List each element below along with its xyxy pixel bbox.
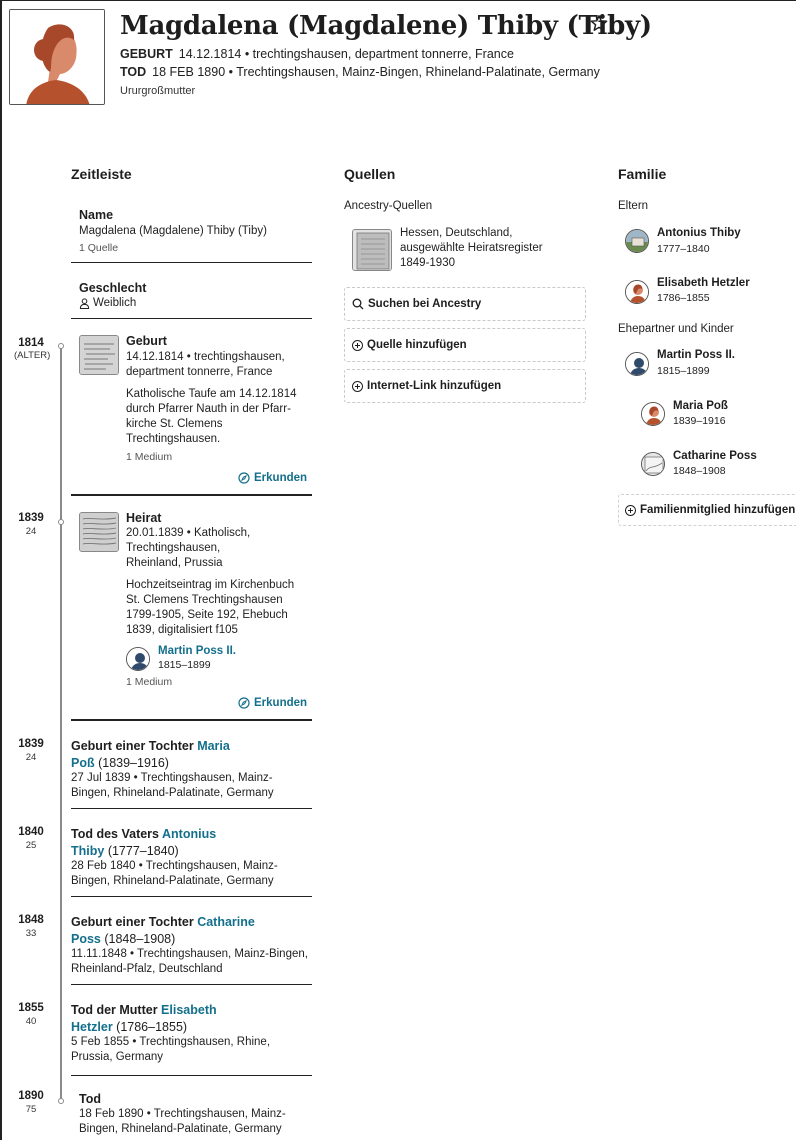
- event-year: 1855: [18, 1002, 44, 1014]
- birth-line1: 14.12.1814 • trechtingshausen,: [126, 351, 285, 363]
- compass-icon: [238, 697, 250, 709]
- sources-heading: Quellen: [344, 166, 396, 182]
- divider: [71, 494, 312, 496]
- spouse-avatar[interactable]: [126, 647, 150, 671]
- event-age: 25: [25, 840, 37, 851]
- event-person-dates: (1786–1855): [112, 1020, 188, 1034]
- event-prefix: Geburt einer Tochter: [71, 915, 198, 929]
- event-year: 1814: [18, 337, 44, 349]
- event-detail-2: Bingen, Rhineland-Palatinate, Germany: [71, 787, 274, 799]
- source-record-line3[interactable]: 1849-1930: [400, 257, 455, 269]
- female-silhouette-icon: [10, 10, 105, 105]
- event-age: 24: [25, 752, 37, 763]
- event-detail-2: Prussia, Germany: [71, 1051, 164, 1063]
- explore-birth-button[interactable]: [238, 472, 307, 484]
- profile-avatar[interactable]: [9, 9, 105, 105]
- parent-avatar-father[interactable]: [625, 229, 649, 253]
- event-detail-2: Bingen, Rhineland-Palatinate, Germany: [71, 875, 274, 887]
- add-web-link-label: Internet-Link hinzufügen: [367, 380, 502, 392]
- plus-circle-icon: [352, 381, 363, 392]
- name-card-value: Magdalena (Magdalene) Thiby (Tiby): [79, 225, 267, 237]
- marriage-line3: Rheinland, Prussia: [126, 557, 223, 569]
- family-spouse-dates: 1815–1899: [657, 365, 710, 377]
- event-detail-2: Rheinland-Pfalz, Deutschland: [71, 963, 223, 975]
- marriage-desc-1: Hochzeitseintrag im Kirchenbuch: [126, 579, 295, 591]
- birth-desc-4: Trechtingshausen.: [126, 433, 221, 445]
- spouse-children-label: Ehepartner und Kinder: [618, 323, 734, 335]
- plus-circle-icon: [352, 340, 363, 351]
- event-person-link[interactable]: Thiby: [71, 844, 105, 858]
- event-prefix: Geburt einer Tochter: [71, 739, 198, 753]
- death-title: Tod: [79, 1092, 101, 1106]
- divider: [71, 318, 312, 319]
- marriage-desc-2: St. Clemens Trechtingshausen: [126, 594, 283, 606]
- source-record-thumbnail[interactable]: [352, 229, 392, 271]
- event-person-link[interactable]: Poss: [71, 932, 101, 946]
- event-person-link[interactable]: Maria: [197, 739, 230, 753]
- search-ancestry-button[interactable]: [344, 287, 586, 321]
- event-detail-1: 11.11.1848 • Trechtingshausen, Mainz-Bingen,: [71, 948, 308, 960]
- spouse-link[interactable]: Martin Poss II.: [158, 645, 236, 657]
- book-icon: [353, 230, 392, 271]
- divider: [71, 808, 312, 809]
- event-person-dates: (1848–1908): [100, 932, 176, 946]
- birth-label: GEBURT: [120, 47, 173, 61]
- child-avatar-maria[interactable]: [641, 402, 665, 426]
- timeline-heading: Zeitleiste: [71, 166, 132, 182]
- divider: [71, 1075, 312, 1076]
- add-family-member-button[interactable]: [618, 494, 796, 526]
- event-title: [71, 826, 311, 860]
- event-age: 75: [25, 1104, 37, 1115]
- source-record-line2[interactable]: ausgewählte Heiratsregister: [400, 242, 543, 254]
- event-year: 1839: [18, 738, 44, 750]
- birth-record-thumbnail[interactable]: [79, 335, 119, 375]
- event-age: 33: [25, 928, 37, 939]
- event-person-link[interactable]: Poß: [71, 756, 95, 770]
- event-year: 1840: [18, 826, 44, 838]
- birth-desc-3: kirche St. Clemens: [126, 418, 223, 430]
- death-label: TOD: [120, 65, 147, 79]
- child-name[interactable]: Catharine Poss: [673, 450, 757, 462]
- event-prefix: Tod des Vaters: [71, 827, 163, 841]
- event-person-dates: (1839–1916): [94, 756, 169, 770]
- plus-circle-icon: [625, 505, 636, 516]
- death-value: 18 FEB 1890 • Trechtingshausen, Mainz-Bingen, Rhineland-Palatinate, Germany: [152, 65, 600, 79]
- event-year: 1890: [18, 1090, 44, 1102]
- event-detail-1: 5 Feb 1855 • Trechtingshausen, Rhine,: [71, 1036, 271, 1048]
- event-person-link[interactable]: Antonius: [162, 827, 217, 841]
- marriage-media-count[interactable]: 1 Medium: [126, 676, 173, 688]
- marriage-line2: Trechtingshausen,: [126, 542, 221, 554]
- source-record-line1[interactable]: Hessen, Deutschland,: [400, 227, 513, 239]
- spouse-dates: 1815–1899: [158, 659, 211, 671]
- person-name: Magdalena (Magdalene) Thiby (Tiby): [120, 11, 652, 41]
- child-name[interactable]: Maria Poß: [673, 400, 728, 412]
- event-person-dates: (1777–1840): [104, 844, 179, 858]
- explore-label: Erkunden: [254, 472, 308, 484]
- ancestry-sources-label: Ancestry-Quellen: [344, 200, 433, 212]
- timeline-dot: [58, 519, 64, 525]
- child-dates: 1848–1908: [673, 465, 726, 477]
- event-year: 1839: [18, 512, 44, 524]
- marriage-line1: 20.01.1839 • Katholisch,: [126, 527, 251, 539]
- event-detail-1: 27 Jul 1839 • Trechtingshausen, Mainz-: [71, 772, 273, 784]
- family-heading: Familie: [618, 166, 667, 182]
- birth-value: 14.12.1814 • trechtingshausen, department tonnerre, France: [178, 47, 514, 61]
- search-ancestry-label: Suchen bei Ancestry: [368, 298, 482, 310]
- event-person-link[interactable]: Elisabeth: [161, 1003, 217, 1017]
- birth-media-count[interactable]: 1 Medium: [126, 451, 173, 463]
- divider: [71, 719, 312, 721]
- event-title: [71, 738, 311, 772]
- birth-desc-2: durch Pfarrer Nauth in der Pfarr-: [126, 403, 291, 415]
- event-age: 24: [25, 526, 37, 537]
- birth-fact: [120, 47, 514, 61]
- compass-icon: [238, 472, 250, 484]
- event-person-link[interactable]: Hetzler: [71, 1020, 113, 1034]
- gender-card-value: [79, 296, 136, 311]
- father-dates: 1777–1840: [657, 243, 710, 255]
- divider: [71, 984, 312, 985]
- parent-avatar-mother[interactable]: [625, 280, 649, 304]
- death-detail-1: 18 Feb 1890 • Trechtingshausen, Mainz-: [79, 1108, 286, 1120]
- search-icon: [352, 298, 364, 310]
- document-scan-icon: [80, 336, 119, 375]
- parents-label: Eltern: [618, 200, 649, 212]
- add-family-member-label: Familienmitglied hinzufügen: [640, 504, 796, 516]
- event-prefix: Tod der Mutter: [71, 1003, 162, 1017]
- add-source-button[interactable]: [344, 328, 586, 362]
- marriage-desc-3: 1799-1905, Seite 192, Ehebuch: [126, 609, 288, 621]
- event-age: 40: [25, 1016, 37, 1027]
- explore-label: Erkunden: [254, 697, 308, 709]
- marriage-title: Heirat: [126, 511, 162, 525]
- event-year: 1848: [18, 914, 44, 926]
- mother-dates: 1786–1855: [657, 292, 710, 304]
- add-source-label: Quelle hinzufügen: [367, 339, 467, 351]
- document-scan-icon: [80, 513, 119, 552]
- divider: [71, 262, 312, 263]
- child-avatar-catharine[interactable]: [641, 452, 665, 476]
- explore-marriage-button[interactable]: [238, 697, 307, 709]
- event-person-link[interactable]: Catharine: [197, 915, 255, 929]
- family-spouse-name[interactable]: Martin Poss II.: [657, 349, 735, 361]
- birth-desc-1: Katholische Taufe am 14.12.1814: [126, 388, 297, 400]
- name-card-sources[interactable]: 1 Quelle: [79, 242, 119, 254]
- event-title: [71, 914, 311, 948]
- star-outline-icon[interactable]: [590, 14, 608, 32]
- marriage-desc-4: 1839, digitalisiert f105: [126, 624, 238, 636]
- event-title: [71, 1002, 311, 1036]
- death-fact: [120, 65, 600, 79]
- father-name[interactable]: Antonius Thiby: [657, 227, 741, 239]
- marriage-record-thumbnail[interactable]: [79, 512, 119, 552]
- mother-name[interactable]: Elisabeth Hetzler: [657, 277, 750, 289]
- gender-value: Weiblich: [93, 297, 137, 309]
- death-detail-2: Bingen, Rhineland-Palatinate, Germany: [79, 1123, 282, 1135]
- timeline-dot: [58, 1098, 64, 1104]
- person-icon: [79, 298, 90, 309]
- child-dates: 1839–1916: [673, 415, 726, 427]
- relationship-label: Ururgroßmutter: [120, 85, 196, 97]
- gender-card-label: Geschlecht: [79, 281, 147, 295]
- divider: [71, 896, 312, 897]
- event-detail-1: 28 Feb 1840 • Trechtingshausen, Mainz-: [71, 860, 278, 872]
- add-web-link-button[interactable]: [344, 369, 586, 403]
- birth-line2: department tonnerre, France: [126, 366, 273, 378]
- name-card-label: Name: [79, 208, 114, 222]
- family-spouse-avatar[interactable]: [625, 352, 649, 376]
- timeline-track: [60, 346, 62, 1102]
- timeline-dot: [58, 343, 64, 349]
- birth-title: Geburt: [126, 334, 167, 348]
- event-age: (ALTER): [14, 350, 51, 361]
